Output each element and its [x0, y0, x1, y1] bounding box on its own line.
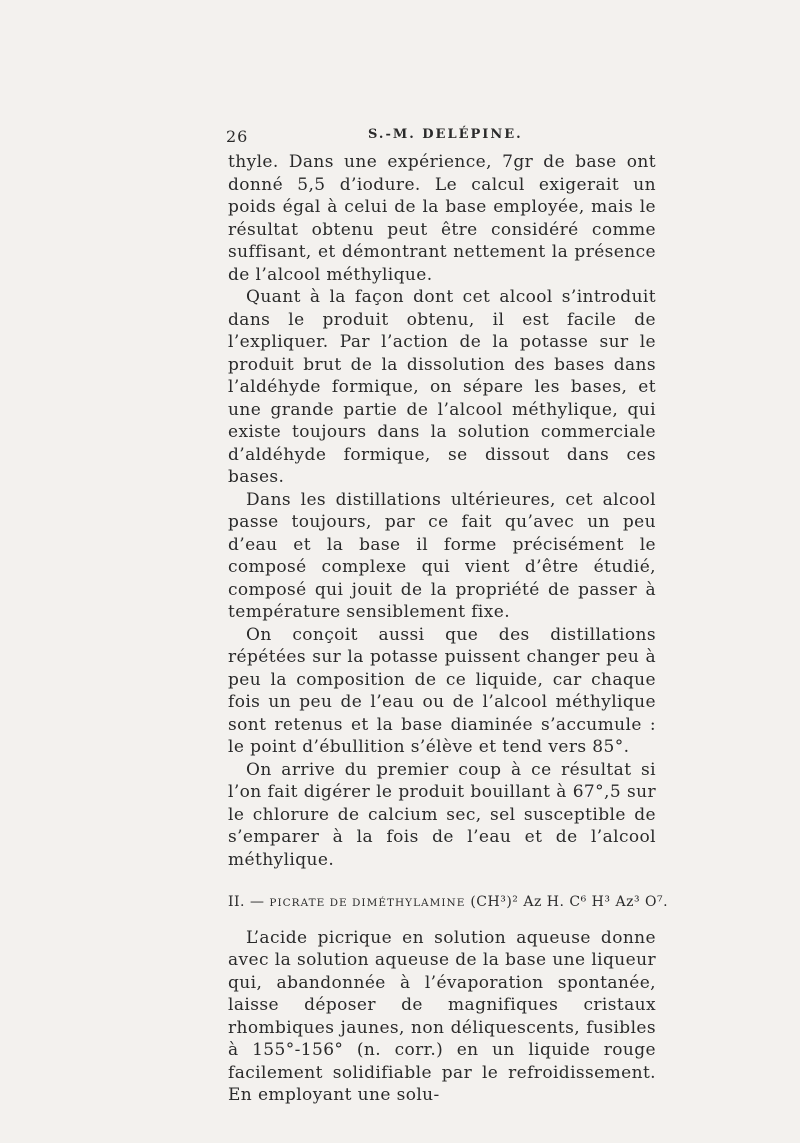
section-number: II. — [228, 894, 265, 910]
page-number: 26 [226, 127, 249, 146]
section-heading [228, 891, 669, 915]
body-text [228, 151, 669, 1107]
paragraph: thyle. Dans une expérience, 7gr de base ont donné 5,5 d’iodure. Le calcul exigerait un poids égal à celui de la base employée, mais le résultat obtenu peut être considéré comme suffisant, et démontrant nettement la présence de l’alcool méthylique. [228, 152, 656, 285]
page-header [226, 127, 660, 147]
section-formula: (CH³)² Az H. C⁶ H³ Az³ O⁷. [470, 894, 669, 910]
paragraph: On arrive du premier coup à ce résultat si l’on fait digérer le produit bouillant à 67°,5 sur le chlorure de calcium sec, sel susceptible de s’emparer à la fois de l’eau et de l’alcool méthylique. [228, 759, 656, 870]
paragraph: On conçoit aussi que des distillations répétées sur la potasse puissent changer peu à peu la composition de ce liquide, car chaque fois un peu de l’eau ou de l’alcool méthylique sont retenus et la base diaminée s’accumule : le point d’ébullition s’élève et tend vers 85°. [228, 624, 656, 757]
paragraph: Quant à la façon dont cet alcool s’introduit dans le produit obtenu, il est facile de l’expliquer. Par l’action de la potasse sur le produit brut de la dissolution des bases dans l’aldéhyde formique, on sépare les bases, et une grande partie de l’alcool méthylique, qui existe toujours dans la solution commerciale d’aldéhyde formique, se dissout dans ces bases. [228, 287, 656, 487]
running-head: S.-M. DELÉPINE. [368, 127, 523, 142]
paragraph: L’acide picrique en solution aqueuse donne avec la solution aqueuse de la base une liqueur qui, abandonnée à l’évaporation spontanée, laisse déposer de magnifiques cristaux rhombiques jaunes, non déliquescents, fusibles à 155°-156° (n. corr.) en un liquide rouge facilement solidifiable par le refroidissement. En employant une solu- [228, 927, 656, 1105]
section-title: PICRATE DE DIMÉTHYLAMINE [269, 897, 466, 909]
paragraph: Dans les distillations ultérieures, cet alcool passe toujours, par ce fait qu’avec un peu d’eau et la base il forme précisément le composé complexe qui vient d’être étudié, composé qui jouit de la propriété de passer à température sensiblement fixe. [228, 489, 656, 622]
